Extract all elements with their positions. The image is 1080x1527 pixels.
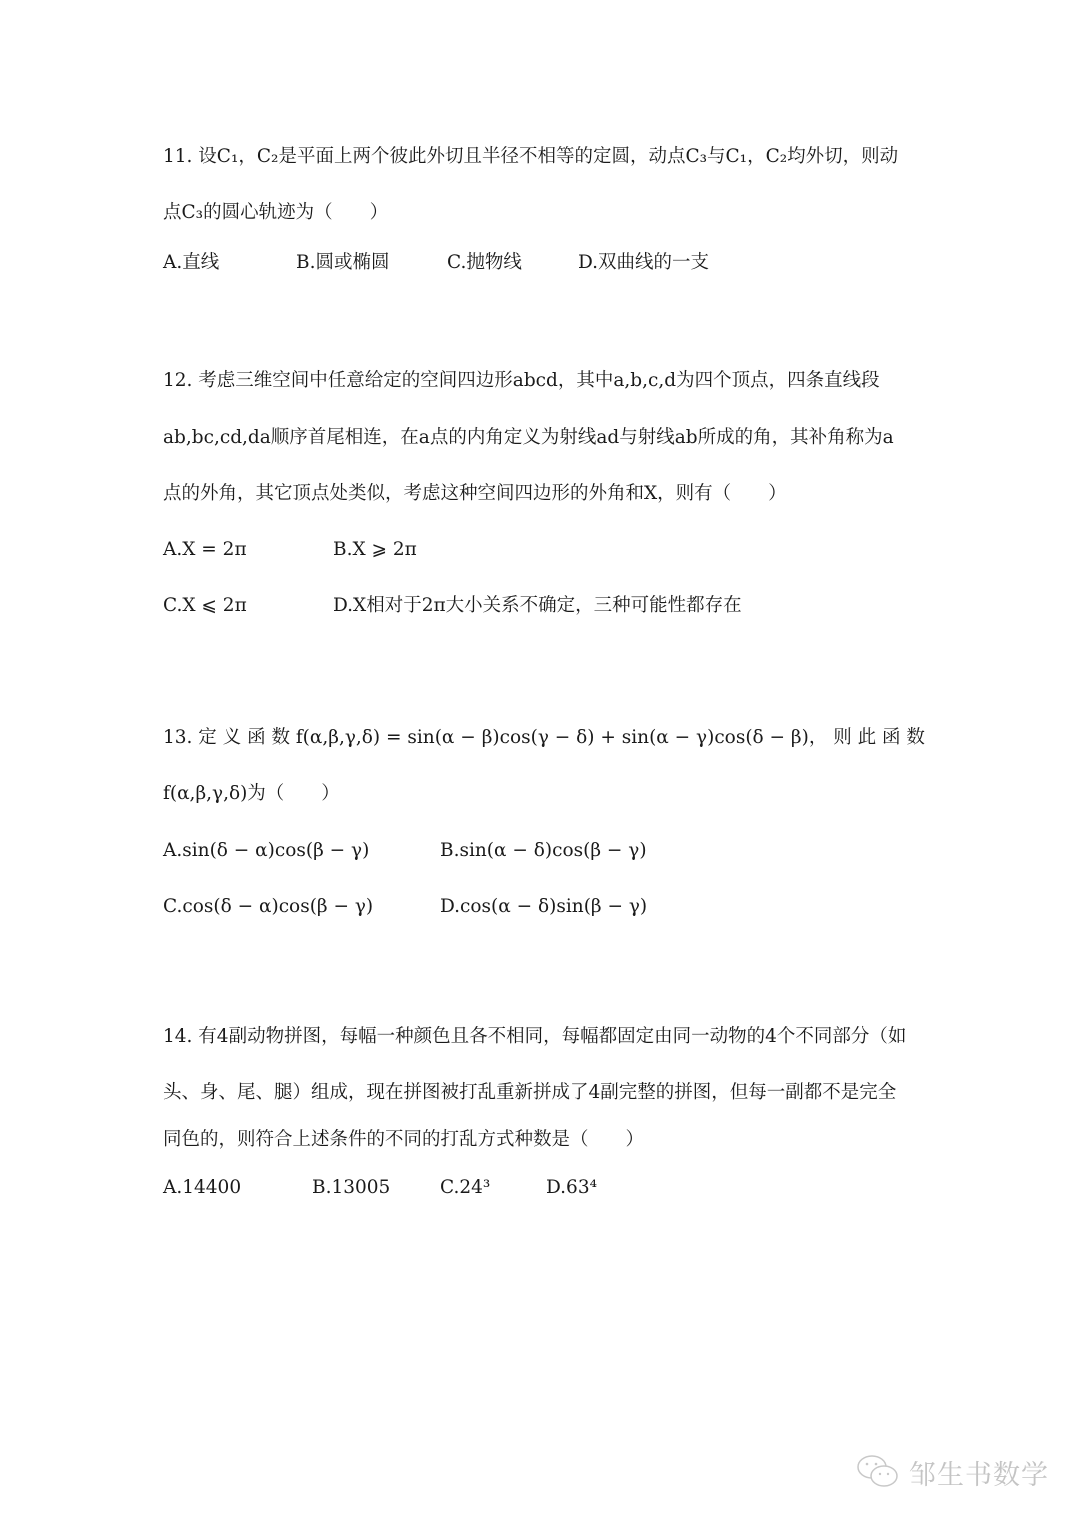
option-b: B.13005 — [312, 1177, 391, 1198]
option-a: A.直线 — [163, 252, 220, 273]
option-a: A.14400 — [163, 1177, 242, 1198]
wechat-icon — [855, 1452, 901, 1492]
question-text: 14. 有4副动物拼图，每幅一种颜色且各不相同，每幅都固定由同一动物的4个不同部分（如 — [163, 1026, 907, 1047]
question-text: 13. 定 义 函 数 f(α,β,γ,δ) = sin(α − β)cos(γ − δ) + sin(α − γ)cos(δ − β)， 则 此 函 数 — [163, 727, 925, 748]
question-text: 12. 考虑三维空间中任意给定的空间四边形abcd，其中a,b,c,d为四个顶点，四条直线段 — [163, 370, 880, 391]
question-text: f(α,β,γ,δ)为（ ） — [163, 783, 340, 804]
option-d: D.cos(α − δ)sin(β − γ) — [440, 896, 648, 917]
question-text: 11. 设C₁，C₂是平面上两个彼此外切且半径不相等的定圆，动点C₃与C₁，C₂均外切，则动 — [163, 146, 899, 167]
option-c: C.抛物线 — [447, 252, 522, 273]
option-d: D.X相对于2π大小关系不确定，三种可能性都存在 — [333, 595, 742, 616]
question-text: 头、身、尾、腿）组成，现在拼图被打乱重新拼成了4副完整的拼图，但每一副都不是完全 — [163, 1082, 897, 1103]
option-c: C.24³ — [440, 1177, 491, 1198]
option-d: D.63⁴ — [546, 1177, 598, 1198]
question-text: ab,bc,cd,da顺序首尾相连，在a点的内角定义为射线ad与射线ab所成的角，其补角称为a — [163, 427, 894, 448]
option-a: A.X = 2π — [163, 539, 247, 560]
option-d: D.双曲线的一支 — [578, 252, 710, 273]
option-b: B.sin(α − δ)cos(β − γ) — [440, 840, 647, 861]
option-b: B.X ⩾ 2π — [333, 539, 417, 560]
option-c: C.X ⩽ 2π — [163, 595, 247, 616]
option-b: B.圆或椭圆 — [296, 252, 390, 273]
question-text: 点C₃的圆心轨迹为（ ） — [163, 202, 389, 223]
question-text: 同色的，则符合上述条件的不同的打乱方式种数是（ ） — [163, 1129, 645, 1150]
watermark-text: 邹生书数学 — [909, 1459, 1049, 1491]
option-c: C.cos(δ − α)cos(β − γ) — [163, 896, 374, 917]
question-text: 点的外角，其它顶点处类似，考虑这种空间四边形的外角和X，则有（ ） — [163, 483, 787, 504]
watermark — [855, 1452, 1049, 1492]
option-a: A.sin(δ − α)cos(β − γ) — [163, 840, 370, 861]
